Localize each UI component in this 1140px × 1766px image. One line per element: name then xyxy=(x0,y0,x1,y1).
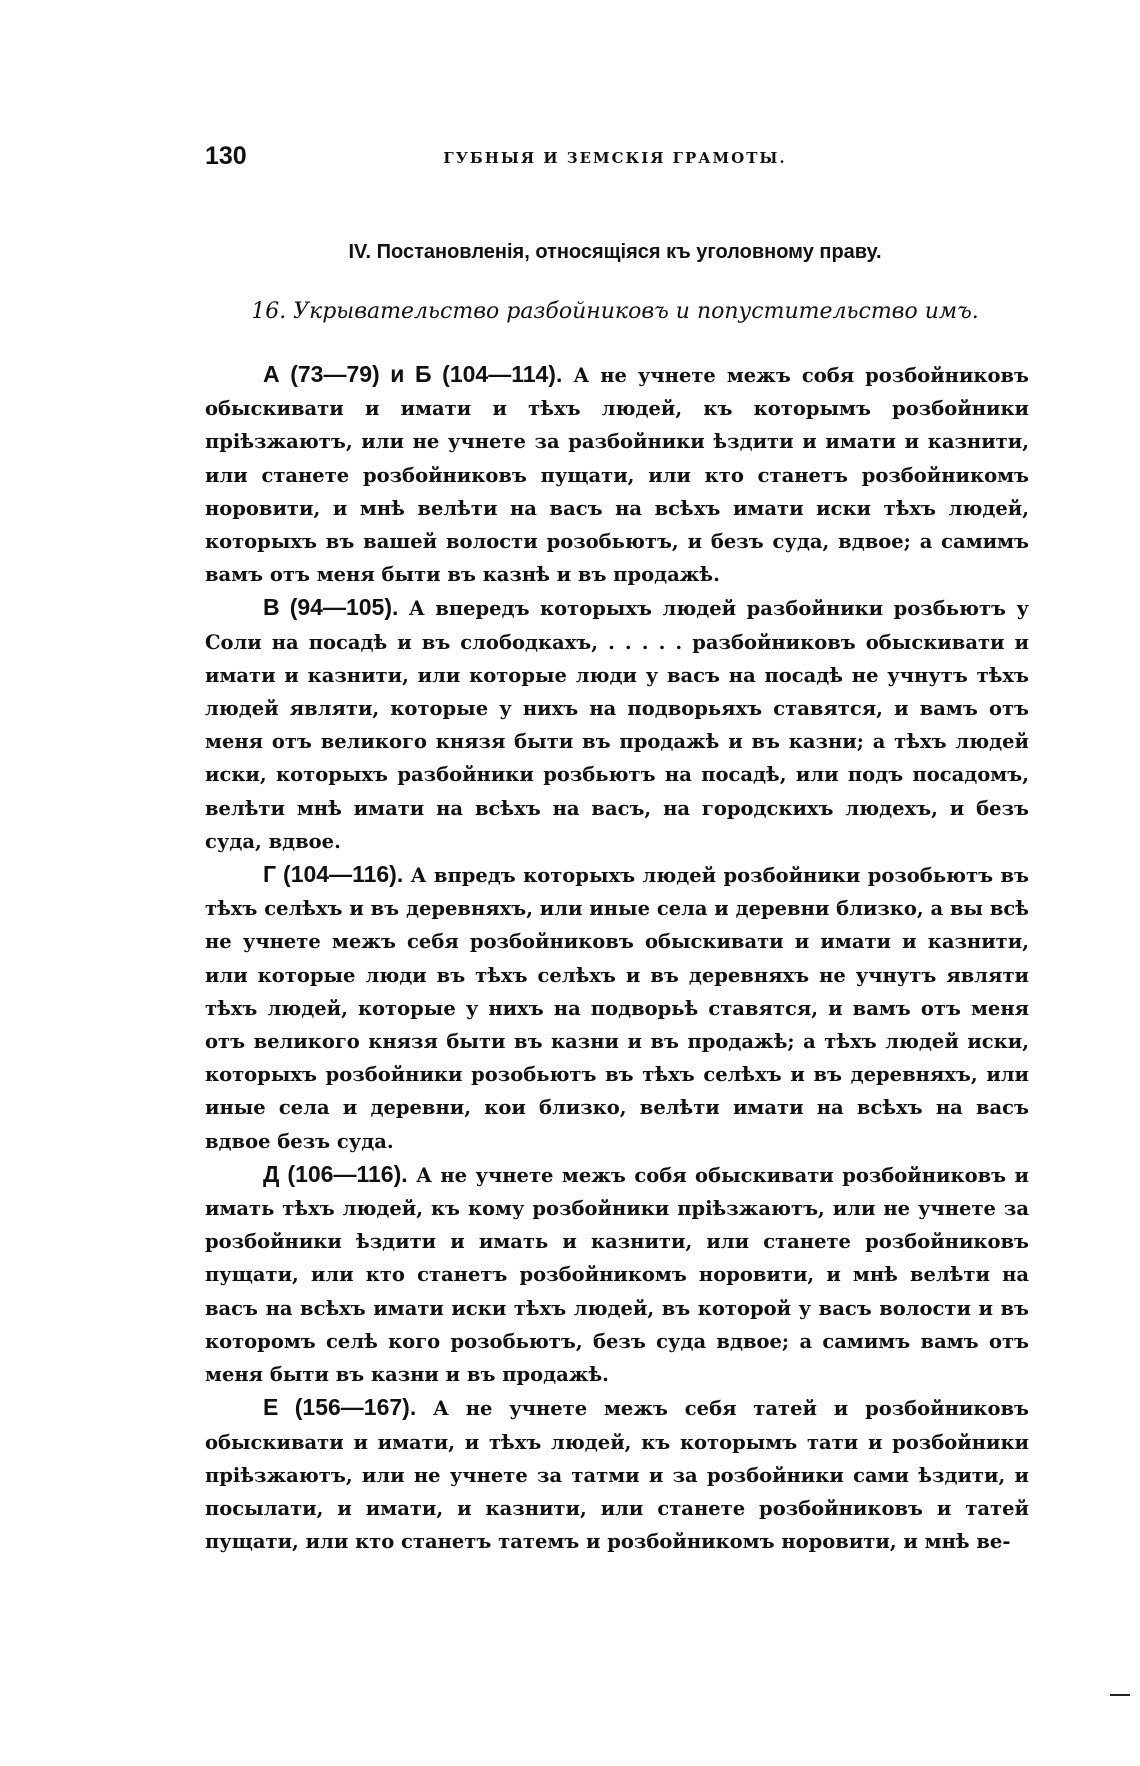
paragraph-siglum: Е (156—167). xyxy=(263,1394,417,1421)
paragraph-siglum: Д (106—116). xyxy=(263,1160,408,1187)
page-header xyxy=(205,142,1025,176)
running-title: ГУБНЫЯ И ЗЕМСКІЯ ГРАМОТЫ. xyxy=(443,149,787,167)
paragraph-g xyxy=(205,858,1029,1158)
paragraph-text: А не учнете межъ собя розбойниковъ обыскивати и имати и тѣхъ людей, къ которымъ розбойники пріѣзжаютъ, или не учнете за разбойники ѣздити и имати и казнити, или станете розбойниковъ пущати, или кто станетъ розбойникомъ норовити, и мнѣ велѣти на васъ на всѣхъ имати иски тѣхъ людей, которыхъ въ вашей волости розобьютъ, и безъ суда, вдвое; а самимъ вамъ отъ меня быти въ казнѣ и въ продажѣ. xyxy=(205,364,1030,587)
body-text xyxy=(205,358,1029,1558)
paragraph-v xyxy=(205,591,1029,858)
page-number: 130 xyxy=(205,142,247,170)
paragraph-text: А не учнете межъ собя обыскивати розбойниковъ и имать тѣхъ людей, къ кому розбойники пріѣзжаютъ, или не учнете за розбойники ѣздити и имать и казнити, или станете розбойниковъ пущати, или кто станетъ розбойникомъ норовити, и мнѣ велѣти на васъ на всѣхъ имати иски тѣхъ людей, въ которой у васъ волости и въ которомъ селѣ кого розобьютъ, безъ суда вдвое; а самимъ вамъ отъ меня быти въ казни и въ продажѣ. xyxy=(205,1163,1030,1387)
paragraph-a-b xyxy=(205,358,1029,591)
paragraph-siglum: А (73—79) и Б (104—114). xyxy=(263,361,563,387)
paragraph-siglum: В (94—105). xyxy=(263,594,399,621)
scan-edge-mark xyxy=(1110,1694,1130,1696)
section-heading: IV. Постановленія, относящіяся къ уголовному праву. xyxy=(348,241,882,263)
article-heading: 16. Укрывательство разбойниковъ и попустительство имъ. xyxy=(251,299,979,324)
paragraph-d xyxy=(205,1158,1029,1391)
paragraph-text: А не учнете межъ себя татей и розбойниковъ обыскивати и имати, и тѣхъ людей, къ которымъ тати и розбойники пріѣзжаютъ, или не учнете за татми и за розбойники сами ѣздити, и посылати, и имати, и казнити, или станете розбойниковъ и татей пущати, или кто станетъ татемъ и розбойникомъ норовити, и мнѣ ве- xyxy=(205,1397,1029,1554)
paragraph-text: А впредъ которыхъ людей розбойники розобьютъ въ тѣхъ селѣхъ и въ деревняхъ, или иные села и деревни близко, а вы всѣ не учнете межъ себя розбойниковъ обыскивати и имати и казнити, или которые люди въ тѣхъ селѣхъ и въ деревняхъ не учнутъ являти тѣхъ людей, которые у нихъ на подворьѣ ставятся, и вамъ отъ меня отъ великого князя быти въ казни и въ продажѣ; а тѣхъ людей иски, которыхъ розбойники розобьютъ въ тѣхъ селѣхъ и въ деревняхъ, или иные села и деревни, кои близко, велѣти имати на всѣхъ на васъ вдвое безъ суда. xyxy=(205,864,1029,1153)
paragraph-text: А впередъ которыхъ людей разбойники розбьютъ у Соли на посадѣ и въ слободкахъ, . . . . . разбойниковъ обыскивати и имати и казнити, или которые люди у васъ на посадѣ не учнутъ тѣхъ людей являти, которые у нихъ на подворьяхъ ставятся, и вамъ отъ меня отъ великого князя быти въ продажѣ и въ казни; а тѣхъ людей иски, которыхъ разбойники розбьютъ на посадѣ, или подъ посадомъ, велѣти мнѣ имати на всѣхъ на васъ, на городскихъ людехъ, и безъ суда, вдвое. xyxy=(205,597,1029,853)
paragraph-siglum: Г (104—116). xyxy=(263,861,404,888)
paragraph-e xyxy=(205,1391,1029,1558)
